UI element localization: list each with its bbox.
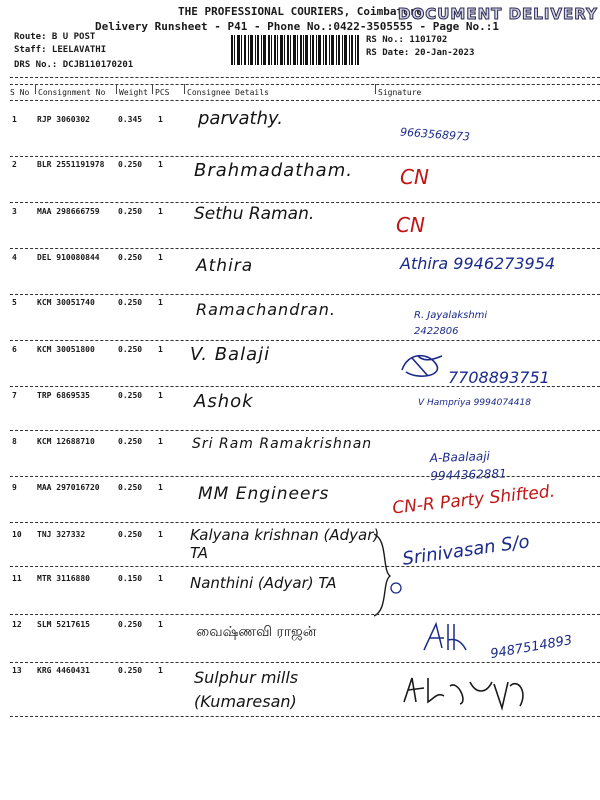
signature-handwriting: 9663568973 bbox=[399, 125, 471, 144]
column-rule bbox=[35, 84, 36, 94]
column-rule bbox=[152, 84, 153, 94]
row-consignment: DEL 910080844 bbox=[37, 253, 100, 262]
row-sno: 13 bbox=[12, 666, 22, 675]
consignee-handwriting: parvathy. bbox=[198, 108, 283, 129]
document-delivery-stamp: DOCUMENT DELIVERY bbox=[398, 5, 598, 23]
row-weight: 0.250 bbox=[118, 437, 143, 446]
row-sno: 12 bbox=[12, 620, 22, 629]
row-pcs: 1 bbox=[158, 207, 163, 216]
row-sno: 8 bbox=[12, 437, 17, 446]
row-pcs: 1 bbox=[158, 574, 163, 583]
row-pcs: 1 bbox=[158, 620, 163, 629]
col-sno: S No bbox=[10, 88, 30, 97]
row-pcs: 1 bbox=[158, 298, 163, 307]
column-rule bbox=[375, 84, 376, 94]
row-consignment: MTR 3116880 bbox=[37, 574, 90, 583]
row-divider bbox=[10, 248, 600, 249]
row-divider bbox=[10, 476, 600, 477]
row-sno: 9 bbox=[12, 483, 17, 492]
consignee-handwriting: V. Balaji bbox=[190, 344, 271, 365]
row-weight: 0.250 bbox=[118, 160, 143, 169]
row-pcs: 1 bbox=[158, 253, 163, 262]
row-divider bbox=[10, 522, 600, 523]
row-weight: 0.345 bbox=[118, 115, 143, 124]
rs-number: RS No.: 1101702 bbox=[366, 35, 448, 45]
row-consignment: KCM 12688710 bbox=[37, 437, 95, 446]
rs-date: RS Date: 20-Jan-2023 bbox=[366, 48, 475, 58]
signature-scribble bbox=[398, 350, 448, 382]
row-sno: 2 bbox=[12, 160, 17, 169]
consignee-handwriting: Athira bbox=[196, 256, 254, 276]
row-divider bbox=[10, 386, 600, 387]
row-divider bbox=[10, 294, 600, 295]
divider bbox=[10, 84, 600, 85]
row-weight: 0.250 bbox=[118, 207, 143, 216]
row-divider bbox=[10, 156, 600, 157]
row-consignment: TRP 6869535 bbox=[37, 391, 90, 400]
row-weight: 0.250 bbox=[118, 620, 143, 629]
route-label: Route: B U POST bbox=[14, 32, 96, 42]
consignee-handwriting: வைஷ்ணவி ராஜன் bbox=[196, 624, 317, 640]
row-pcs: 1 bbox=[158, 666, 163, 675]
row-consignment: SLM 5217615 bbox=[37, 620, 90, 629]
consignee-handwriting: Brahmadatham. bbox=[194, 160, 353, 181]
staff-label: Staff: LEELAVATHI bbox=[14, 45, 107, 55]
consignee-handwriting: Sulphur mills (Kumaresan) bbox=[194, 668, 299, 711]
row-consignment: TNJ 327332 bbox=[37, 530, 86, 539]
barcode bbox=[231, 35, 359, 65]
signature-handwriting: A-Baalaaji 9944362881 bbox=[429, 449, 507, 484]
row-consignment: KRG 4460431 bbox=[37, 666, 90, 675]
row-sno: 6 bbox=[12, 345, 17, 354]
signature-handwriting: CN bbox=[400, 165, 429, 189]
row-weight: 0.250 bbox=[118, 253, 143, 262]
consignee-handwriting: Kalyana krishnan (Adyar) TA bbox=[190, 526, 380, 562]
col-pcs: PCS bbox=[155, 88, 170, 97]
row-sno: 1 bbox=[12, 115, 17, 124]
consignee-handwriting: Sri Ram Ramakrishnan bbox=[192, 436, 373, 452]
col-consignment: Consignment No bbox=[38, 88, 106, 97]
signature-handwriting: 7708893751 bbox=[448, 368, 550, 387]
signature-scribble bbox=[420, 620, 470, 656]
row-consignment: MAA 297016720 bbox=[37, 483, 100, 492]
row-pcs: 1 bbox=[158, 437, 163, 446]
signature-handwriting: Srinivasan S/o bbox=[401, 531, 531, 570]
consignee-handwriting: MM Engineers bbox=[198, 484, 330, 504]
row-sno: 10 bbox=[12, 530, 22, 539]
row-consignment: MAA 298666759 bbox=[37, 207, 100, 216]
row-weight: 0.250 bbox=[118, 391, 143, 400]
bracket-scribble bbox=[368, 530, 404, 620]
signature-handwriting: CN-R Party Shifted. bbox=[391, 481, 556, 519]
row-divider bbox=[10, 566, 600, 567]
row-weight: 0.250 bbox=[118, 298, 143, 307]
row-weight: 0.150 bbox=[118, 574, 143, 583]
signature-handwriting: V Hampriya 9994074418 bbox=[418, 398, 531, 408]
col-signature: Signature bbox=[378, 88, 422, 97]
row-pcs: 1 bbox=[158, 530, 163, 539]
row-pcs: 1 bbox=[158, 115, 163, 124]
row-divider bbox=[10, 716, 600, 717]
row-consignment: KCM 30051740 bbox=[37, 298, 95, 307]
row-weight: 0.250 bbox=[118, 483, 143, 492]
row-sno: 7 bbox=[12, 391, 17, 400]
runsheet-title: Delivery Runsheet - P41 - Phone No.:0422-3505555 - Page No.:1 bbox=[95, 20, 499, 33]
col-consignee: Consignee Details bbox=[187, 88, 269, 97]
signature-handwriting: 9487514893 bbox=[489, 632, 574, 663]
divider bbox=[10, 100, 600, 101]
row-sno: 4 bbox=[12, 253, 17, 262]
signature-handwriting: R. Jayalakshmi 2422806 bbox=[414, 310, 488, 337]
consignee-handwriting: Nanthini (Adyar) TA bbox=[190, 574, 337, 592]
divider bbox=[10, 77, 600, 78]
row-weight: 0.250 bbox=[118, 530, 143, 539]
consignee-handwriting: Sethu Raman. bbox=[194, 204, 315, 224]
row-sno: 5 bbox=[12, 298, 17, 307]
consignee-handwriting: Ashok bbox=[194, 391, 254, 412]
company-name: THE PROFESSIONAL COURIERS, Coimbatore bbox=[178, 5, 424, 18]
drs-number: DRS No.: DCJB110170201 bbox=[14, 60, 134, 70]
signature-handwriting: Athira 9946273954 bbox=[400, 254, 556, 273]
signature-scribble bbox=[398, 672, 538, 716]
row-pcs: 1 bbox=[158, 345, 163, 354]
row-divider bbox=[10, 340, 600, 341]
consignee-handwriting: Ramachandran. bbox=[196, 300, 336, 319]
row-weight: 0.250 bbox=[118, 666, 143, 675]
row-pcs: 1 bbox=[158, 160, 163, 169]
row-pcs: 1 bbox=[158, 391, 163, 400]
row-divider bbox=[10, 202, 600, 203]
row-consignment: KCM 30051800 bbox=[37, 345, 95, 354]
row-consignment: RJP 3060302 bbox=[37, 115, 90, 124]
row-divider bbox=[10, 430, 600, 431]
row-divider bbox=[10, 614, 600, 615]
row-divider bbox=[10, 662, 600, 663]
column-rule bbox=[184, 84, 185, 94]
row-sno: 11 bbox=[12, 574, 22, 583]
col-weight: Weight bbox=[119, 88, 148, 97]
column-rule bbox=[116, 84, 117, 94]
row-consignment: BLR 2551191978 bbox=[37, 160, 105, 169]
signature-handwriting: CN bbox=[396, 213, 425, 237]
row-pcs: 1 bbox=[158, 483, 163, 492]
row-weight: 0.250 bbox=[118, 345, 143, 354]
row-sno: 3 bbox=[12, 207, 17, 216]
